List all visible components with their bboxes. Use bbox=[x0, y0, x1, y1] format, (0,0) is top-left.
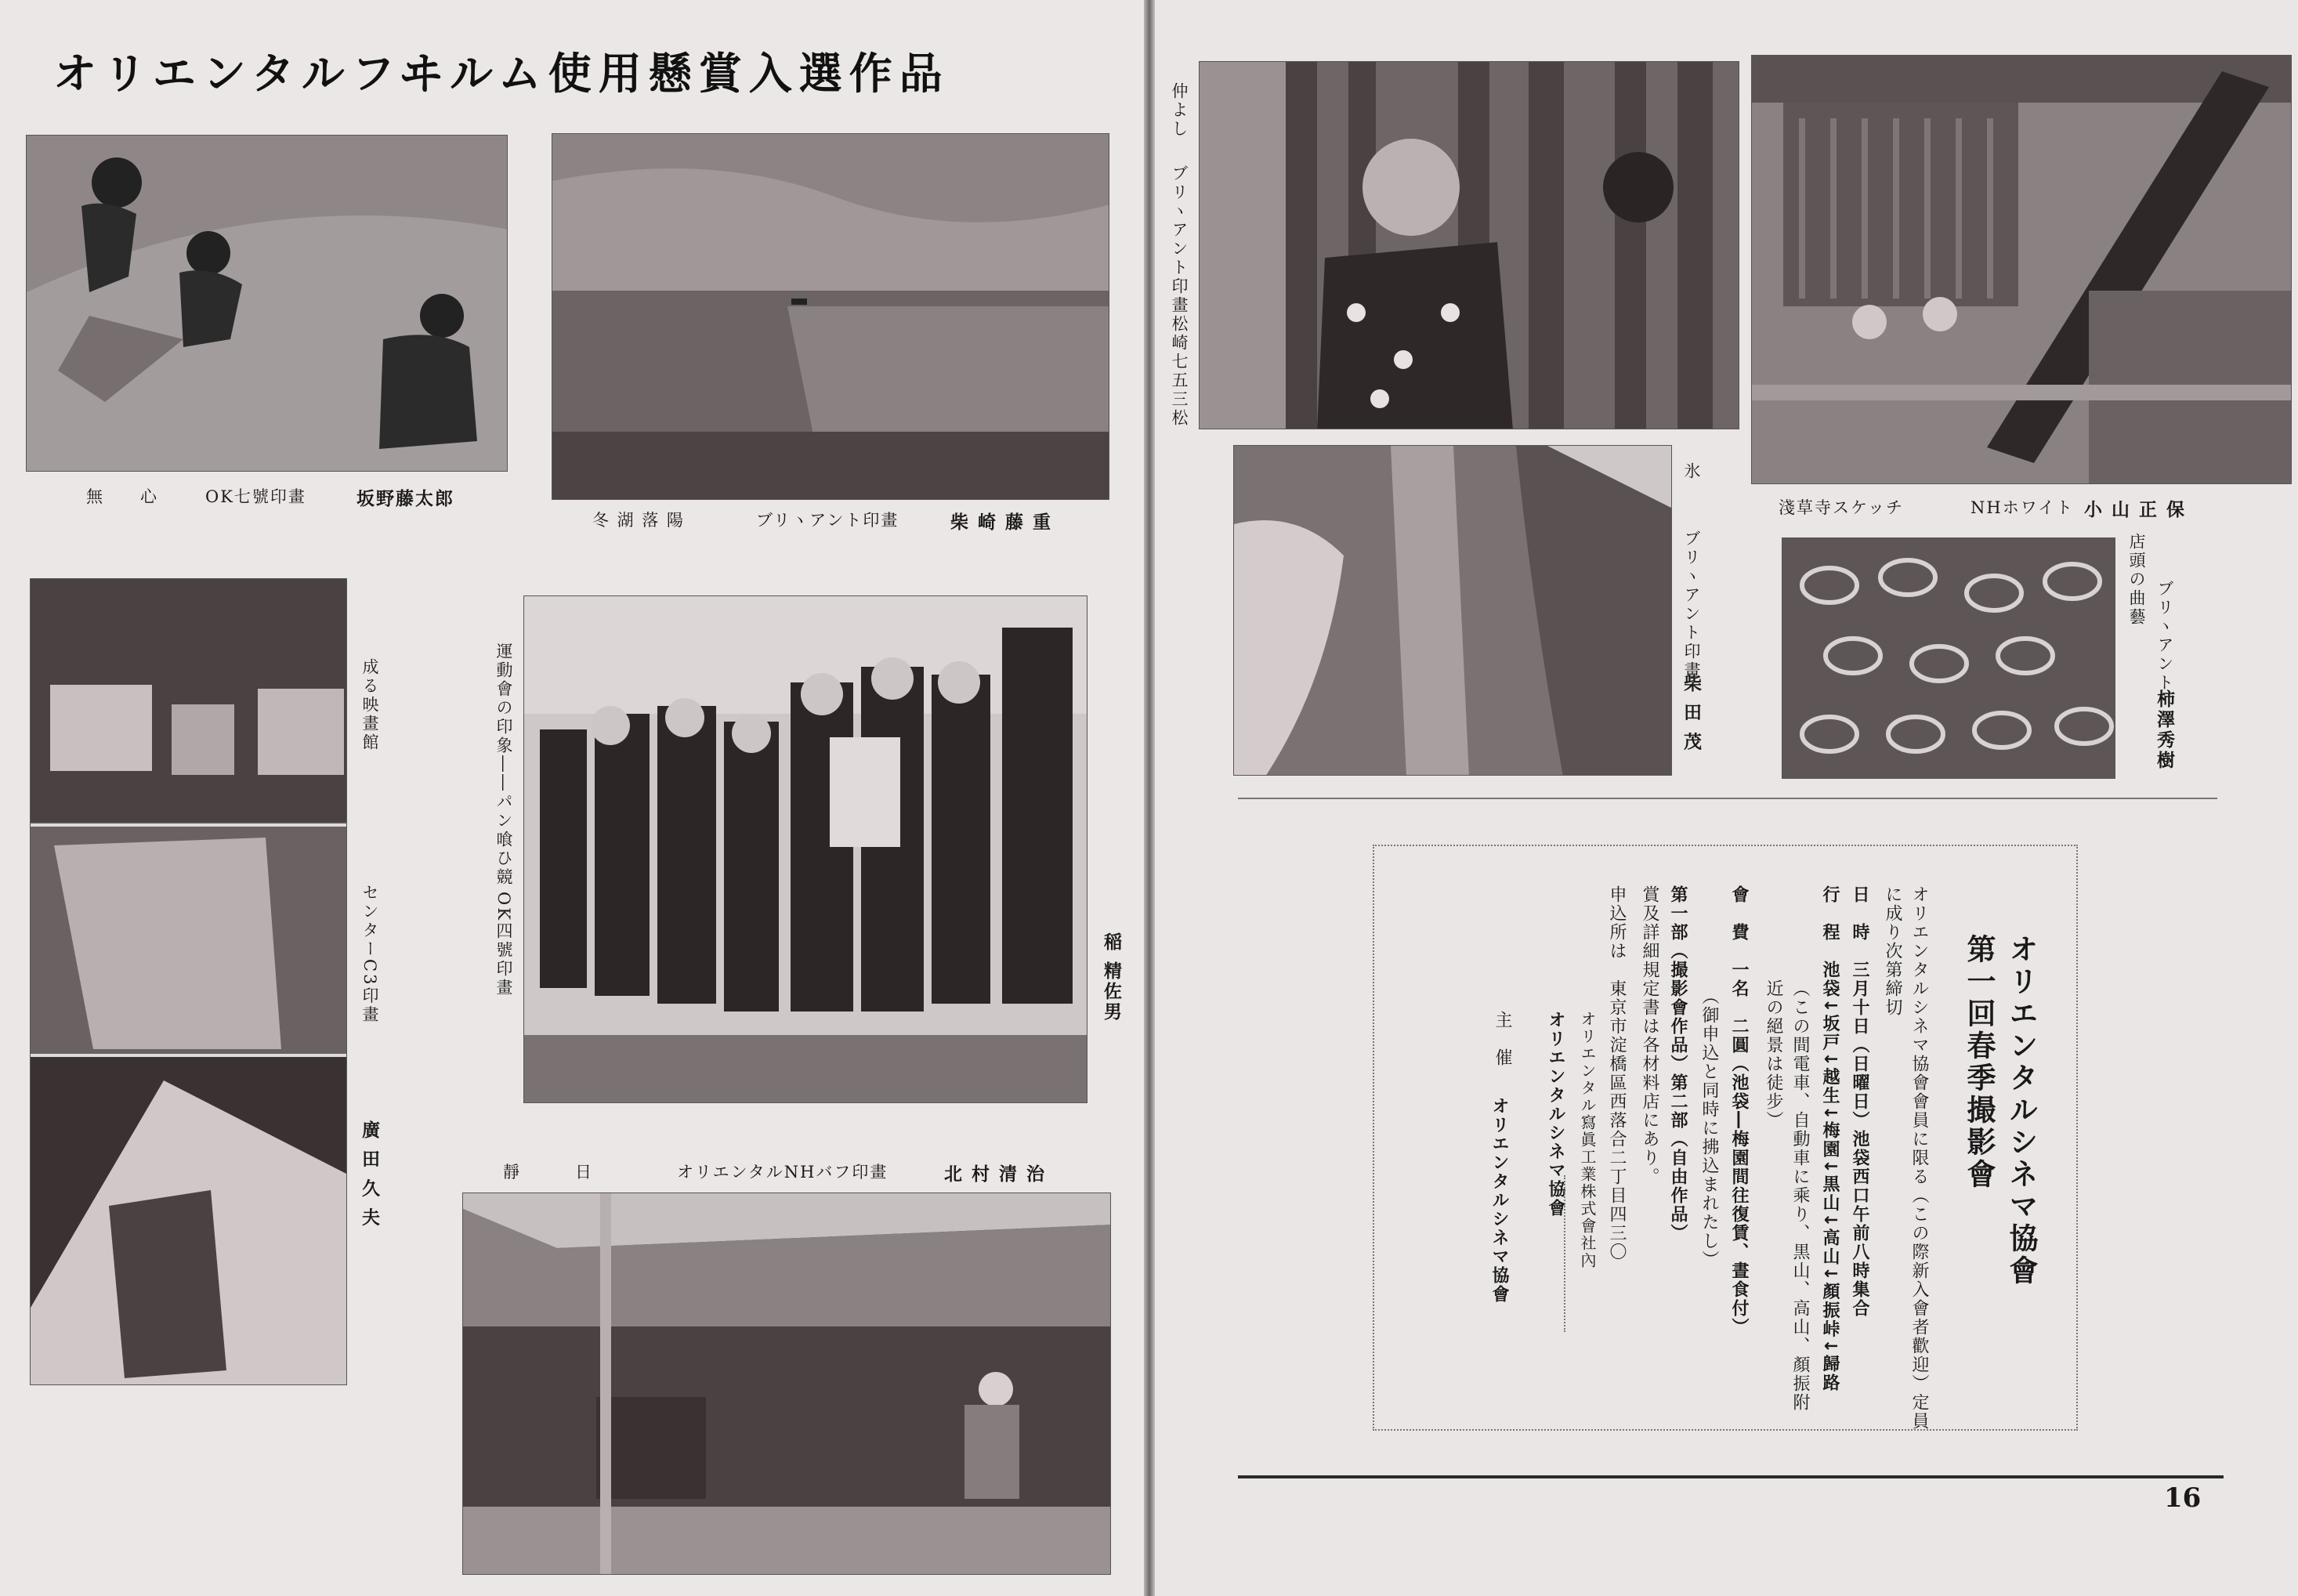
notice-box bbox=[1373, 845, 2078, 1431]
caption-paper: ブリヽアント印畫 bbox=[756, 511, 899, 530]
notice-line: （御申込と同時に拂込まれたし） bbox=[1699, 987, 1719, 1269]
photo-mushin bbox=[26, 135, 508, 472]
caption-title: 運動會の印象――パン喰ひ競 bbox=[494, 642, 513, 887]
photo-shop-acrobatics bbox=[1782, 537, 2115, 779]
caption-title: 淺草寺スケッチ bbox=[1779, 498, 1904, 517]
caption-title: 氷 bbox=[1682, 462, 1701, 481]
photo-winter-lake-image bbox=[552, 134, 1109, 500]
photo-cinema bbox=[30, 578, 347, 1385]
caption-paper: オリエンタルNHバフ印畫 bbox=[677, 1163, 888, 1182]
caption-author: 柿澤秀樹 bbox=[2154, 689, 2174, 771]
photo-friends bbox=[1199, 61, 1739, 429]
photo-sports-day-image bbox=[524, 596, 1087, 1103]
caption-author: 柴 田 茂 bbox=[1681, 674, 1701, 753]
photo-friends-image bbox=[1200, 62, 1739, 429]
caption-title: 靜 日 bbox=[503, 1163, 593, 1182]
caption-title: 仲よし bbox=[1170, 82, 1189, 139]
photo-sensoji bbox=[1751, 55, 2292, 484]
photo-sensoji-image bbox=[1752, 56, 2292, 484]
caption-paper: ブリヽアント印畫 bbox=[1682, 530, 1701, 680]
caption-title: 店頭の曲藝 bbox=[2127, 533, 2146, 627]
notice-line: 行 程 池袋↓坂戸↓越生↓梅園↓黒山↓高山↓顏振峠↓歸路 bbox=[1820, 885, 1840, 1393]
caption-title: 無 心 bbox=[86, 487, 158, 506]
divider-line bbox=[1238, 798, 2217, 799]
photo-cinema-image bbox=[31, 579, 347, 1385]
notice-line: 申込所は 東京市淀橋區西落合二丁目四三〇 bbox=[1607, 885, 1627, 1261]
caption-paper: OK四號印畫 bbox=[494, 892, 513, 997]
caption-title: 冬 湖 落 陽 bbox=[592, 511, 686, 530]
photo-quiet-day bbox=[462, 1192, 1111, 1575]
caption-author: 坂野藤太郎 bbox=[356, 489, 454, 509]
photo-sports-day bbox=[523, 595, 1087, 1103]
notice-line: に成り次第締切 bbox=[1883, 885, 1902, 1017]
caption-author: 小 山 正 保 bbox=[2084, 500, 2187, 520]
photo-mushin-image bbox=[27, 136, 508, 472]
notice-sponsor: オリエンタルシネマ協會 bbox=[1489, 1097, 1509, 1304]
book-spine bbox=[1144, 0, 1155, 1596]
notice-line: （この間電車、自動車に乘り、黒山、高山、顏振附 bbox=[1790, 979, 1810, 1412]
photo-ice-image bbox=[1234, 446, 1672, 776]
notice-event: 第一回春季撮影會 bbox=[1962, 934, 1996, 1191]
left-page bbox=[0, 0, 1144, 1596]
caption-paper: NHホワイト bbox=[1970, 498, 2075, 517]
notice-sponsor-label: 主 催 bbox=[1493, 1011, 1512, 1067]
notice-dotted-line bbox=[1564, 1175, 1567, 1332]
notice-line: 會 費 一名 二圓（池袋―梅園間往復賃、晝食付） bbox=[1729, 885, 1749, 1337]
page-number: 16 bbox=[2164, 1482, 2202, 1514]
photo-quiet-day-image bbox=[463, 1193, 1111, 1575]
notice-line: 賞及詳細規定書は各材料店にあり。 bbox=[1640, 885, 1659, 1186]
footer-rule bbox=[1238, 1475, 2224, 1478]
caption-author: 松崎七五三松 bbox=[1170, 315, 1189, 428]
caption-paper: センターC3印畫 bbox=[360, 884, 379, 1025]
photo-shop-acrobatics-image bbox=[1782, 538, 2115, 779]
photo-winter-lake bbox=[552, 133, 1109, 500]
notice-org: オリエンタルシネマ協會 bbox=[2004, 934, 2038, 1287]
notice-line: 日 時 三月十日（日曜日）池袋西口午前八時集合 bbox=[1850, 885, 1869, 1318]
notice-line: オリエンタルシネマ協會會員に限る（この際新入會者歡迎）定員 bbox=[1909, 885, 1929, 1431]
caption-author: 稲 精佐男 bbox=[1101, 932, 1121, 1023]
caption-author: 柴 崎 藤 重 bbox=[950, 512, 1053, 533]
photo-ice bbox=[1233, 445, 1672, 776]
caption-author: 廣 田 久 夫 bbox=[359, 1120, 379, 1229]
caption-paper: ブリヽアント bbox=[2155, 580, 2174, 693]
notice-line: オリエンタルシネマ協會 bbox=[1546, 1011, 1565, 1218]
caption-author: 北 村 清 治 bbox=[944, 1164, 1047, 1185]
caption-title: 成る映畫館 bbox=[360, 658, 379, 752]
notice-line: 近の絕景は徒步） bbox=[1764, 979, 1783, 1130]
notice-line: 第一部（撮影會作品）第二部（自由作品） bbox=[1668, 885, 1688, 1243]
page-title: オリエンタルフヰルム使用懸賞入選作品 bbox=[53, 49, 950, 99]
notice-line: オリエンタル寫眞工業株式會社內 bbox=[1578, 1011, 1597, 1269]
caption-paper: ブリヽアント印畫 bbox=[1170, 165, 1189, 315]
caption-paper: OK七號印畫 bbox=[205, 487, 306, 506]
